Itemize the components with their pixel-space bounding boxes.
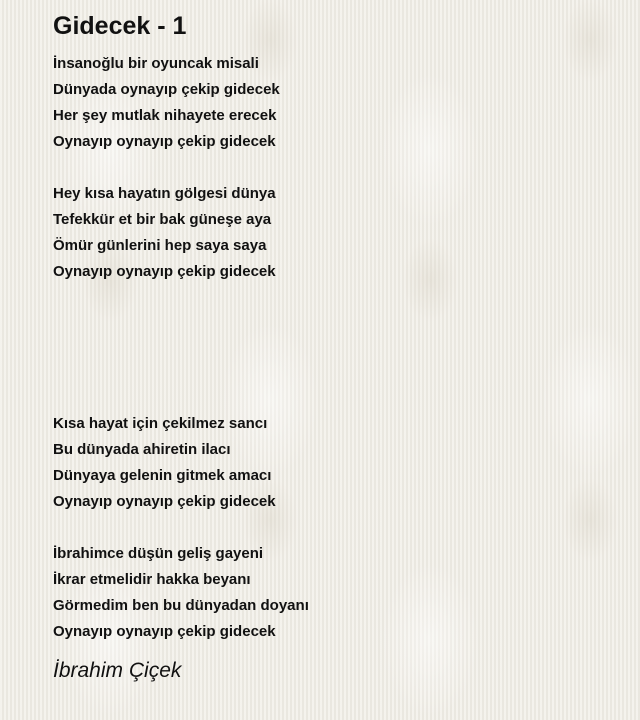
stanza-spacer: [53, 155, 613, 181]
ad-spacer: [53, 285, 613, 411]
poem-line: Her şey mutlak nihayete erecek: [53, 107, 277, 124]
poem-line: İbrahimce düşün geliş gayeni: [53, 545, 264, 562]
stanza-2: [53, 181, 613, 285]
poem-line: Oynayıp oynayıp çekip gidecek: [53, 493, 276, 510]
stanza-4: [53, 541, 613, 645]
poem-line: Tefekkür et bir bak güneşe aya: [53, 211, 272, 228]
poem-author[interactable]: İbrahim Çiçek: [53, 659, 182, 682]
stanza-3: [53, 411, 613, 515]
poem-line: Dünyada oynayıp çekip gidecek: [53, 81, 280, 98]
poem-line: Oynayıp oynayıp çekip gidecek: [53, 263, 276, 280]
poem-line: İkrar etmelidir hakka beyanı: [53, 571, 251, 588]
poem-line: Oynayıp oynayıp çekip gidecek: [53, 623, 276, 640]
poem-line: İnsanoğlu bir oyuncak misali: [53, 55, 259, 72]
poem-container: [53, 10, 613, 685]
stanza-spacer: [53, 515, 613, 541]
poem-line: Bu dünyada ahiretin ilacı: [53, 441, 231, 458]
poem-title: Gidecek - 1: [53, 12, 187, 40]
poem-line: Ömür günlerini hep saya saya: [53, 237, 267, 254]
poem-line: Dünyaya gelenin gitmek amacı: [53, 467, 272, 484]
stanza-1: [53, 51, 613, 155]
poem-line: Hey kısa hayatın gölgesi dünya: [53, 185, 276, 202]
poem-line: Oynayıp oynayıp çekip gidecek: [53, 133, 276, 150]
poem-line: Görmedim ben bu dünyadan doyanı: [53, 597, 309, 614]
poem-line: Kısa hayat için çekilmez sancı: [53, 415, 268, 432]
